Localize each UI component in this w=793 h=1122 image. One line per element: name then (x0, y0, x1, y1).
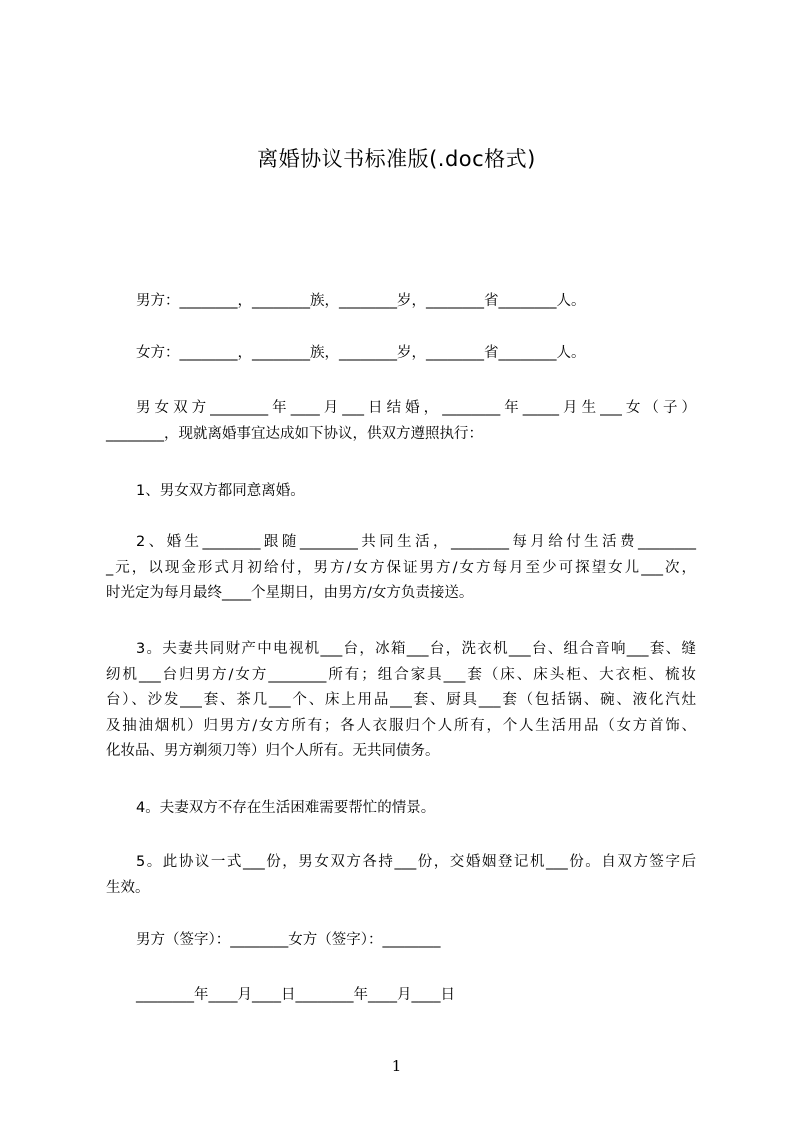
signature-text: 男方（签字）：________女方（签字）：________ (136, 932, 441, 948)
paragraph-line: 时光定为每月最终____个星期日，由男方/女方负责接送。 (106, 585, 474, 601)
clause-3 (106, 637, 696, 765)
wife-info-line (106, 341, 696, 367)
document-title: 离婚协议书标准版(.doc格式) (257, 147, 536, 171)
paragraph-line: _元，以现金形式月初给付，男方/女方保证男方/女方每月至少可探望女儿___次， (106, 559, 696, 576)
clause-1 (106, 479, 696, 505)
paragraph-line: 男女双方________年____月___日结婚，________年_____月生___女（子） (136, 400, 696, 416)
paragraph-line: 5。此协议一式___份，男女双方各持___份，交婚姻登记机___份。自双方签字后 (136, 854, 696, 870)
wife-info-text: 女方：________，________族，________岁，________省________人。 (136, 345, 586, 361)
paragraph-line: 及抽油烟机）归男方/女方所有；各人衣服归个人所有，个人生活用品（女方首饰、 (106, 717, 696, 734)
clause-1-text: 1、男女双方都同意离婚。 (136, 483, 305, 499)
clause-2 (106, 530, 696, 607)
paragraph-line: ________，现就离婚事宜达成如下协议，供双方遵照执行： (106, 425, 483, 442)
clause-4 (106, 796, 696, 822)
paragraph-line: 2、婚生________跟随________共同生活，________每月给付生活费________ (136, 534, 696, 550)
date-text: ________年____月____日________年____月____日 (136, 987, 455, 1003)
clause-5 (106, 850, 696, 901)
marriage-paragraph (106, 396, 696, 447)
page-number: 1 (391, 1057, 402, 1075)
husband-info-line (106, 289, 696, 315)
signature-line (106, 928, 696, 954)
paragraph-line: 3。夫妻共同财产中电视机___台，冰箱___台，洗衣机___台、组合音响___套、缝 (136, 641, 696, 657)
husband-info-text: 男方：________，________族，________岁，________省________人。 (136, 293, 586, 309)
paragraph-line: 化妆品、男方剃须刀等）归个人所有。无共同债务。 (106, 743, 440, 759)
paragraph-line: 纫机___台归男方/女方________所有；组合家具___套（床、床头柜、大衣柜、梳妆 (106, 666, 696, 683)
paragraph-line: 台）、沙发___套、茶几___个、床上用品___套、厨具___套（包括锅、碗、液化汽灶 (106, 692, 696, 708)
clause-4-text: 4。夫妻双方不存在生活困难需要帮忙的情景。 (136, 800, 436, 816)
date-line (106, 983, 696, 1009)
paragraph-line: 生效。 (106, 879, 150, 896)
